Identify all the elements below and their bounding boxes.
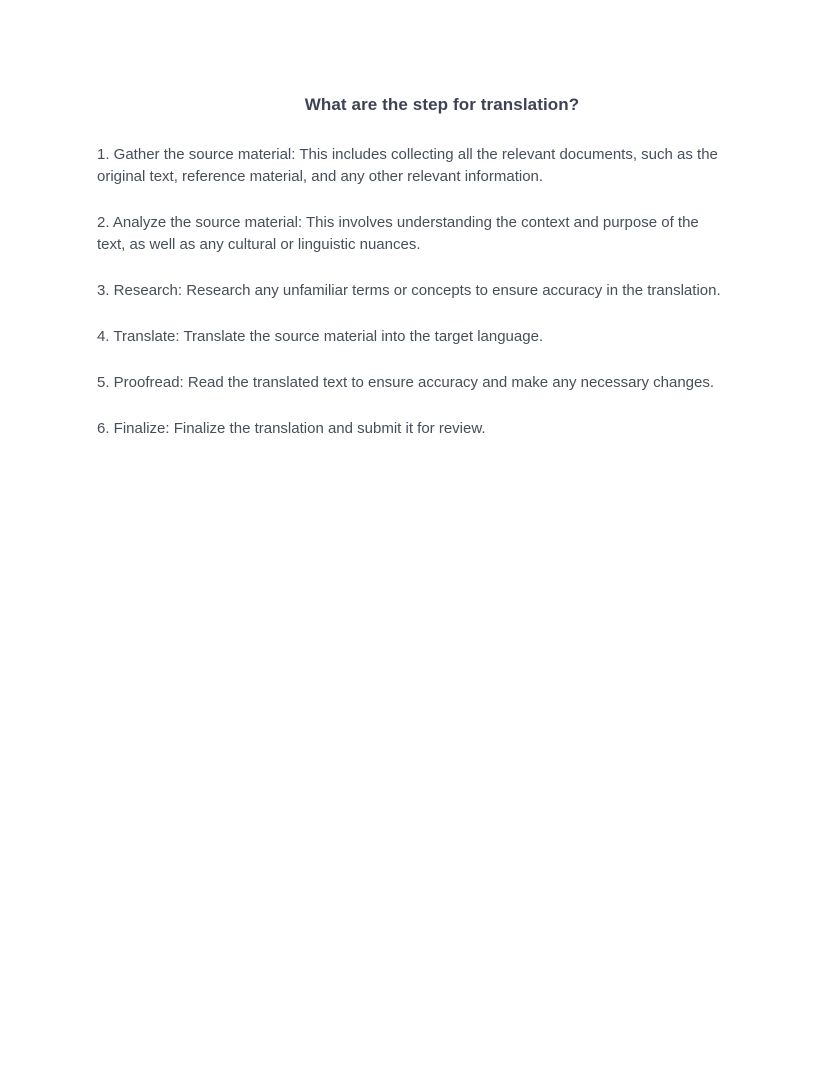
step-paragraph-4: 4. Translate: Translate the source material into the target language. bbox=[97, 328, 544, 345]
step-paragraph-6: 6. Finalize: Finalize the translation and submit it for review. bbox=[97, 420, 486, 437]
document-content bbox=[97, 95, 787, 464]
document-title: What are the step for translation? bbox=[304, 95, 580, 114]
step-paragraph-5: 5. Proofread: Read the translated text to ensure accuracy and make any necessary changes. bbox=[97, 374, 715, 391]
step-paragraph-2: 2. Analyze the source material: This involves understanding the context and purpose of the text, as well as any cultural or linguistic nuances. bbox=[97, 214, 699, 253]
step-paragraph-3: 3. Research: Research any unfamiliar terms or concepts to ensure accuracy in the translation. bbox=[97, 282, 721, 299]
step-paragraph-1: 1. Gather the source material: This includes collecting all the relevant documents, such as the original text, reference material, and any other relevant information. bbox=[97, 146, 718, 185]
